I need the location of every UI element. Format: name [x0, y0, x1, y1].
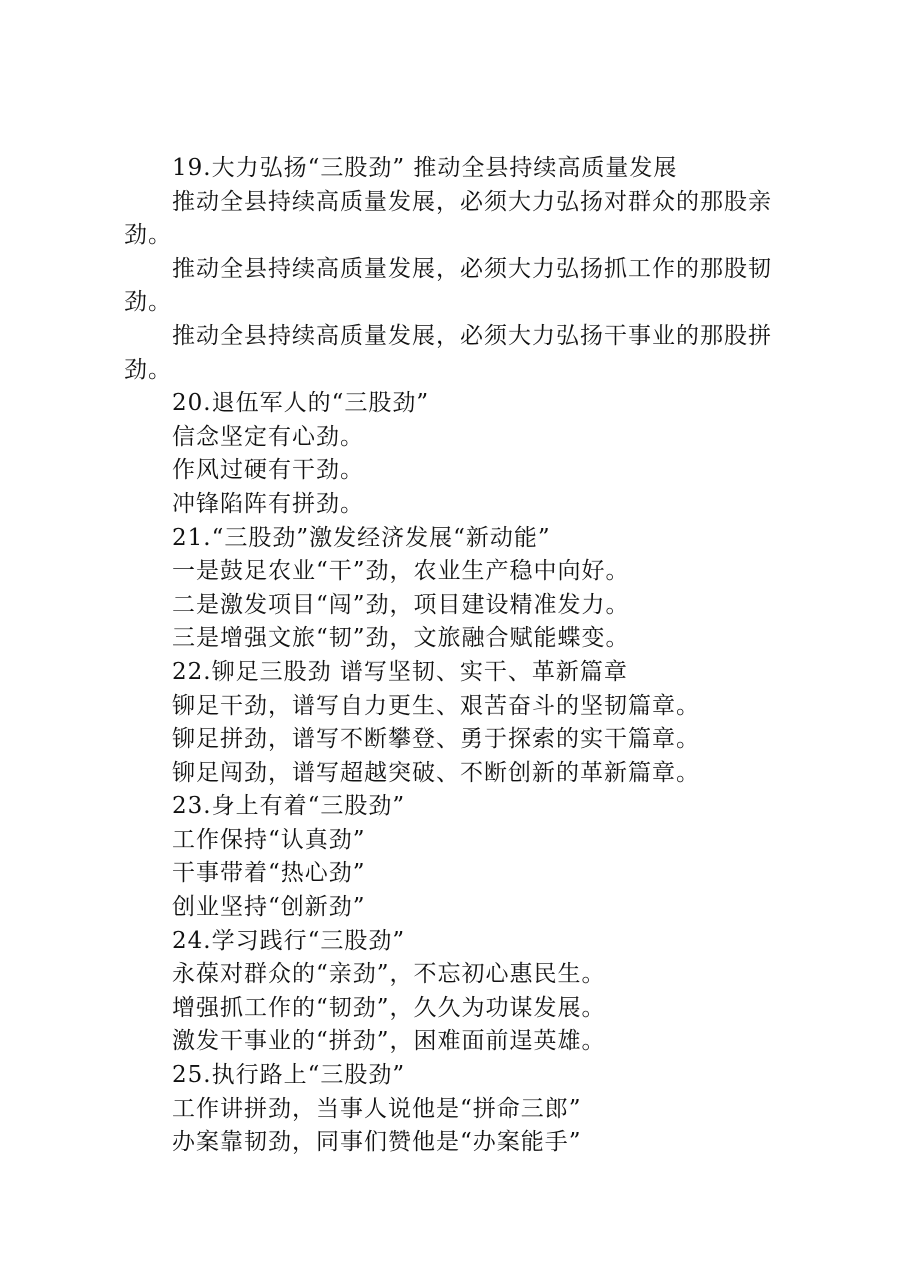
text-line: 工作讲拼劲，当事人说他是“拼命三郎” [172, 1095, 582, 1122]
text-line: 增强抓工作的“韧劲”，久久为功谋发展。 [172, 994, 606, 1021]
text-line: 推动全县持续高质量发展，必须大力弘扬对群众的那股亲 [172, 188, 772, 215]
text-line: 劲。 [124, 356, 172, 383]
text-line: 作风过硬有干劲。 [172, 457, 364, 484]
text-line: 铆足干劲，谱写自力更生、艰苦奋斗的坚韧篇章。 [172, 692, 700, 719]
text-line: 冲锋陷阵有拼劲。 [172, 490, 364, 517]
text-line: 23.身上有着“三股劲” [172, 793, 406, 820]
document-body [124, 152, 796, 1160]
text-line: 一是鼓足农业“干”劲，农业生产稳中向好。 [172, 558, 630, 585]
text-line: 21.“三股劲”激发经济发展“新动能” [172, 524, 551, 551]
text-line: 永葆对群众的“亲劲”，不忘初心惠民生。 [172, 961, 606, 988]
text-line: 信念坚定有心劲。 [172, 423, 364, 450]
text-line: 二是激发项目“闯”劲，项目建设精准发力。 [172, 591, 630, 618]
text-line: 铆足闯劲，谱写超越突破、不断创新的革新篇章。 [172, 759, 700, 786]
text-line: 22.铆足三股劲 谱写坚韧、实干、革新篇章 [172, 658, 628, 685]
text-line: 干事带着“热心劲” [172, 860, 366, 887]
text-line: 三是增强文旅“韧”劲，文旅融合赋能蝶变。 [172, 625, 630, 652]
text-line: 劲。 [124, 289, 172, 316]
text-line: 办案靠韧劲，同事们赞他是“办案能手” [172, 1129, 582, 1156]
text-line: 25.执行路上“三股劲” [172, 1062, 406, 1089]
text-line: 激发干事业的“拼劲”，困难面前逞英雄。 [172, 1028, 606, 1055]
text-line: 20.退伍军人的“三股劲” [172, 390, 430, 417]
text-line: 劲。 [124, 222, 172, 249]
text-line: 铆足拼劲，谱写不断攀登、勇于探索的实干篇章。 [172, 726, 700, 753]
text-line: 推动全县持续高质量发展，必须大力弘扬抓工作的那股韧 [172, 255, 772, 282]
text-line: 推动全县持续高质量发展，必须大力弘扬干事业的那股拼 [172, 322, 772, 349]
text-line: 创业坚持“创新劲” [172, 894, 366, 921]
text-line: 19.大力弘扬“三股劲” 推动全县持续高质量发展 [172, 155, 678, 181]
text-line: 工作保持“认真劲” [172, 826, 366, 853]
text-line: 24.学习践行“三股劲” [172, 927, 406, 954]
